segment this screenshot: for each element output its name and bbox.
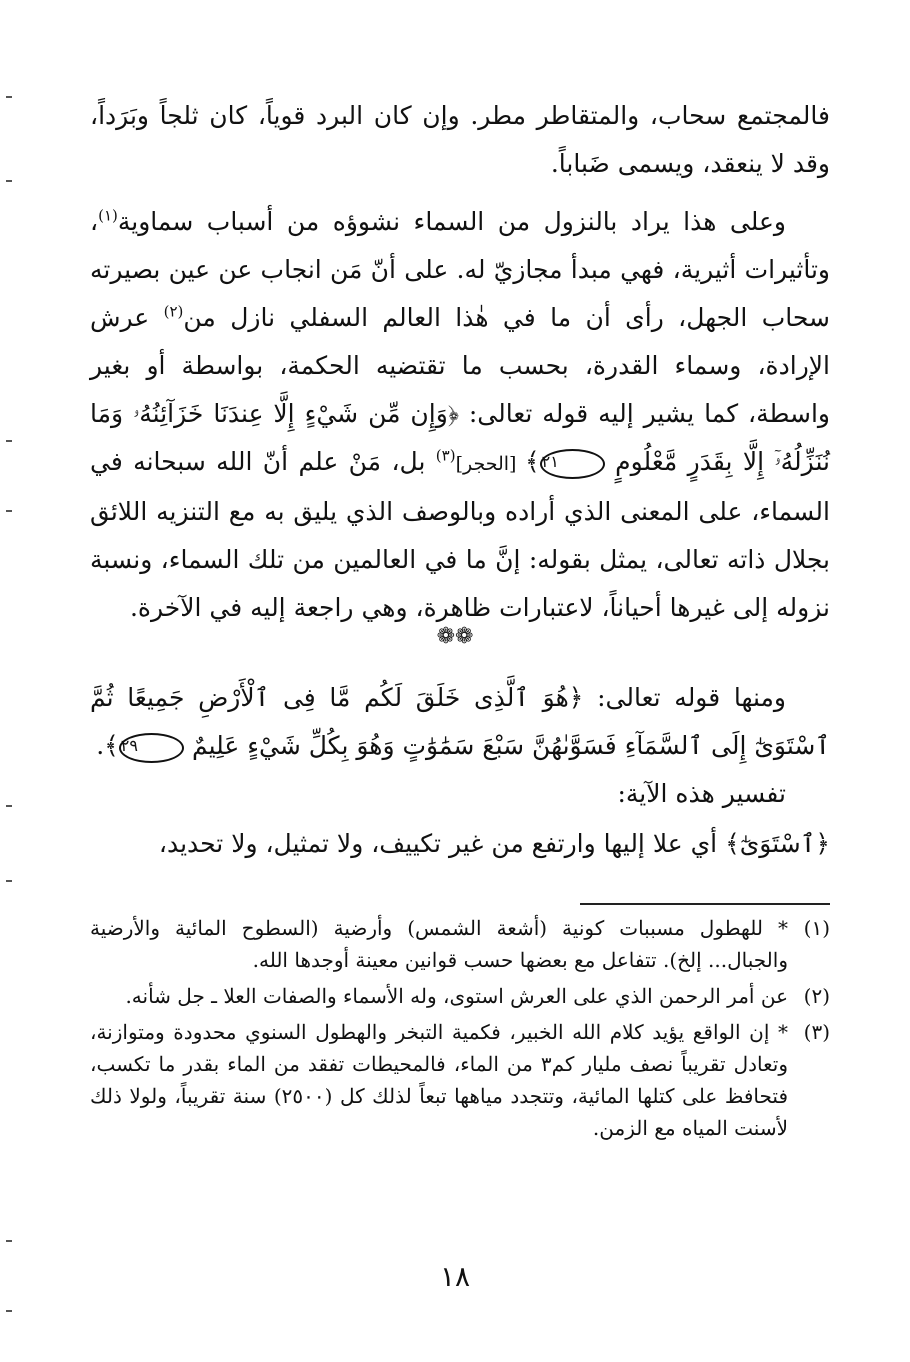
tafsir-heading: تفسير هذه الآية: [617, 779, 786, 808]
footnote-reference: (٣) [435, 446, 456, 465]
footnote-text: عن أمر الرحمن الذي على العرش استوى، وله الأسماء والصفات العلا ـ جل شأنه. [125, 984, 788, 1008]
section-divider-ornament: ❁❁ [436, 624, 474, 649]
scan-edge-mark [6, 805, 12, 807]
paragraph-text: ومنها قوله تعالى: [583, 683, 786, 712]
paragraph-text: وعلى هذا يراد بالنزول من السماء نشوؤه من أسباب سماوية [117, 207, 786, 236]
section-heading [90, 770, 830, 818]
quran-verse: ﴿وَإِن مِّن شَيْءٍ إِلَّا عِندَنَا خَزَآئِنُهُۥ وَمَا نُنَزِّلُهُۥٓ إِلَّا بِقَدَرٍ مَّعْلُومٍ [90, 399, 830, 476]
ayah-number-marker: ٢٩ [119, 733, 184, 763]
scan-edge-mark [6, 440, 12, 442]
body-paragraph-1 [90, 92, 830, 188]
body-paragraph-4 [90, 820, 830, 868]
footnote-number: (١) [803, 916, 830, 940]
paragraph-text: ، وتأثيرات أثيرية، فهي مبدأ مجازيّ له. على أنّ مَن انجاب عن عين بصيرته سحاب الجهل، رأى أن ما في هٰذا العالم السفلي نازل من [90, 207, 830, 332]
scan-edge-mark [6, 96, 12, 98]
footnote-separator-line [580, 903, 830, 905]
page-number: ١٨ [439, 1260, 471, 1293]
quran-word: ﴿ٱسْتَوَىٰٓ﴾ [725, 829, 830, 858]
footnote-reference: (٢) [163, 302, 184, 321]
scan-edge-mark [6, 880, 12, 882]
quran-verse: ﴿هُوَ ٱلَّذِى خَلَقَ لَكُم مَّا فِى ٱلْأَرْضِ جَمِيعًا ثُمَّ ٱسْتَوَىٰٓ إِلَى ٱلسَّمَآءِ فَسَوَّىٰهُنَّ سَبْعَ سَمَٰوَٰتٍ وَهُوَ بِكُلِّ شَيْءٍ عَلِيمٌ [90, 683, 830, 760]
footnote-number: (٣) [803, 1020, 830, 1044]
footnote-item [90, 1016, 830, 1144]
body-paragraph-2 [90, 198, 830, 632]
ayah-number-marker: ٢١ [540, 449, 605, 479]
scan-edge-mark [6, 510, 12, 512]
paragraph-text: بل، مَنْ علم أنّ الله سبحانه في السماء، على المعنى الذي أراده وبالوصف الذي يليق به مع التنزيه اللائق بجلال ذاته تعالى، يمثل بقوله: إنَّ ما في العالمين من تلك السماء، ونسبة نزوله إلى غيرها أحياناً، لاعتبارات ظاهرة، وهي راجعة إليه في الآخرة. [90, 447, 830, 622]
scan-edge-mark [6, 180, 12, 182]
paragraph-text: عرش الإرادة، وسماء القدرة، بحسب ما تقتضيه الحكمة، بواسطة أو بغير واسطة، كما يشير إليه قوله تعالى: [90, 303, 830, 428]
quran-close-bracket: ﴾. [96, 731, 119, 760]
scan-edge-mark [6, 1310, 12, 1312]
quran-close-bracket: ﴾ [524, 447, 540, 476]
body-paragraph-3 [90, 674, 830, 770]
footnote-reference: (١) [98, 206, 118, 225]
footnote-text: * للهطول مسببات كونية (أشعة الشمس) وأرضية (السطوح المائية والأرضية والجبال... إلخ). تتفاعل مع بعضها حسب قوانين معينة أوجدها الله. [90, 916, 788, 972]
footnote-number: (٢) [803, 984, 830, 1008]
paragraph-text: أي علا إليها وارتفع من غير تكييف، ولا تمثيل، ولا تحديد، [158, 829, 726, 858]
surah-reference: [الحجر] [455, 453, 525, 475]
footnote-item [90, 980, 830, 1012]
paragraph-text: فالمجتمع سحاب، والمتقاطر مطر. وإن كان البرد قوياً، كان ثلجاً وبَرَداً، وقد لا ينعقد، ويسمى ضَباباً. [90, 101, 830, 178]
footnote-item [90, 912, 830, 976]
footnotes-section [90, 912, 830, 1148]
footnote-text: * إن الواقع يؤيد كلام الله الخبير، فكمية التبخر والهطول السنوي محدودة ومتوازنة، وتعادل تقريباً نصف مليار كم٣ من الماء، فالمحيطات تفقد من الماء بقدر ما تكسب، فتحافظ على كتلها المائية، وتتجدد مياهها تبعاً لذلك كل (٢٥٠٠) سنة تقريباً، ولولا ذلك لأسنت المياه مع الزمن. [90, 1020, 789, 1140]
scan-edge-mark [6, 1240, 12, 1242]
